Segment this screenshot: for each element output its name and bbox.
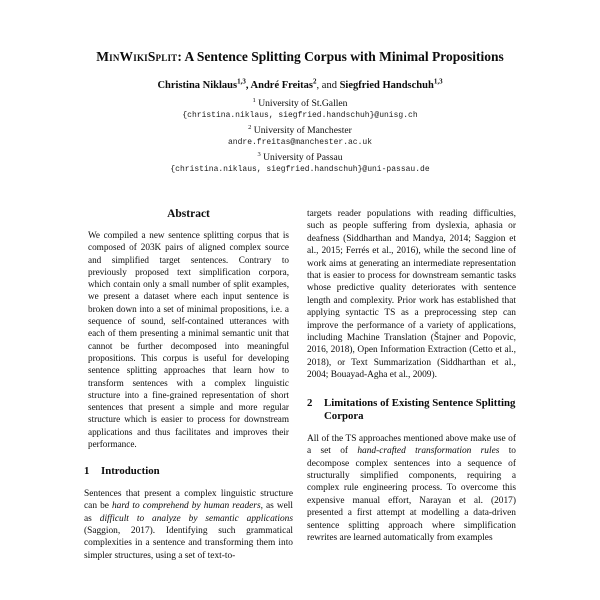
affiliation-1 xyxy=(84,97,516,122)
section-2-title: Limitations of Existing Sentence Splitting Corpora xyxy=(324,396,516,423)
section-1-heading xyxy=(84,465,293,479)
affiliation-2-line xyxy=(84,124,516,137)
author-3-affil-sup: 1,3 xyxy=(433,77,443,86)
left-column xyxy=(84,208,293,562)
affil-1-name: University of St.Gallen xyxy=(258,98,348,109)
author-3-name: Siegfried Handschuh xyxy=(339,80,434,91)
abstract-heading: Abstract xyxy=(167,208,210,220)
right-column xyxy=(307,208,516,562)
author-line xyxy=(84,79,516,92)
affiliation-2 xyxy=(84,124,516,149)
affil-3-name: University of Passau xyxy=(263,152,343,163)
abstract-text: We compiled a new sentence splitting corpus that is composed of 203K pairs of aligned complex source and simplified target sentences. Contrary to previously proposed text simplification corpora, which contain only a small number of split examples, we present a dataset where each input sentence is broken down into a set of minimal propositions, i.e. a sequence of sound, self-contained utterances with each of them presenting a minimal semantic unit that cannot be further decomposed into meaningful propositions. This corpus is useful for developing sentence splitting approaches that learn how to transform sentences with a complex linguistic structure into a fine-grained representation of short sentences that present a simple and more regular structure which is easier to process for downstream applications and thus facilitates and improves their performance. xyxy=(88,230,289,450)
affil-3-sup: 3 xyxy=(257,150,261,158)
affiliation-3 xyxy=(84,151,516,176)
paper-title-rest: : A Sentence Splitting Corpus with Minimal Propositions xyxy=(177,49,504,64)
author-1 xyxy=(157,77,246,91)
affiliation-3-line xyxy=(84,151,516,164)
author-1-affil-sup: 1,3 xyxy=(237,77,246,86)
author-1-name: Christina Niklaus xyxy=(157,80,238,91)
author-2 xyxy=(250,77,317,91)
section-1-title: Introduction xyxy=(101,465,160,478)
section-1-paragraph: Sentences that present a complex linguistic structure can be hard to comprehend by human readers, as well as difficult to analyze by semantic applications (Saggion, 2017). Identifying such grammatical complexities in a sentence and transforming them into simpler structures, using a set of text-to- xyxy=(84,488,294,561)
author-3 xyxy=(339,77,443,91)
affil-3-email: {christina.niklaus, siegfried.handschuh}@uni-passau.de xyxy=(170,165,430,174)
section-2-number: 2 xyxy=(307,396,313,409)
section-1-number: 1 xyxy=(84,465,90,478)
affiliations-block xyxy=(84,97,516,176)
affil-2-sup: 2 xyxy=(248,123,252,131)
affil-2-email: andre.freitas@manchester.ac.uk xyxy=(227,138,373,147)
author-separator-and: , and xyxy=(316,80,340,91)
affiliation-1-line xyxy=(84,97,516,110)
section-2-heading xyxy=(307,397,516,424)
affil-1-email: {christina.niklaus, siegfried.handschuh}@unisg.ch xyxy=(182,111,418,120)
author-2-name: André Freitas xyxy=(250,80,314,91)
paper-title xyxy=(84,48,516,65)
author-2-affil-sup: 2 xyxy=(313,77,317,86)
paper-title-acronym: MinWikiSplit xyxy=(96,49,178,64)
affil-2-name: University of Manchester xyxy=(253,125,352,136)
section-2-paragraph: All of the TS approaches mentioned above make use of a set of hand-crafted transformation rules to decompose complex sentences into a sequence of structurally simplified components, requiring a complex rule engineering process. To overcome this expensive manual effort, Narayan et al. (2017) presented a first attempt at modelling a data-driven sentence splitting approach where simplification rewrites are learned automatically from examples xyxy=(307,433,516,543)
two-column-body xyxy=(84,208,516,562)
affil-1-sup: 1 xyxy=(252,96,256,104)
right-column-paragraph: targets reader populations with reading difficulties, such as people suffering from dyslexia, aphasia or deafness (Siddharthan and Mandya, 2014; Saggion et al., 2015; Ferrés et al., 2016), while the second line of work aims at generating an intermediate representation that is easier to process for downstream semantic tasks whose predictive quality deteriorates with sentence length and complexity. Prior work has established that applying syntactic TS as a preprocessing step can improve the performance of a variety of applications, including Machine Translation (Štajner and Popovic, 2016, 2018), Open Information Extraction (Cetto et al., 2018), or Text Summarization (Siddharthan et al., 2004; Bouayad-Agha et al., 2009). xyxy=(307,209,516,381)
author-separator: , xyxy=(245,80,251,91)
